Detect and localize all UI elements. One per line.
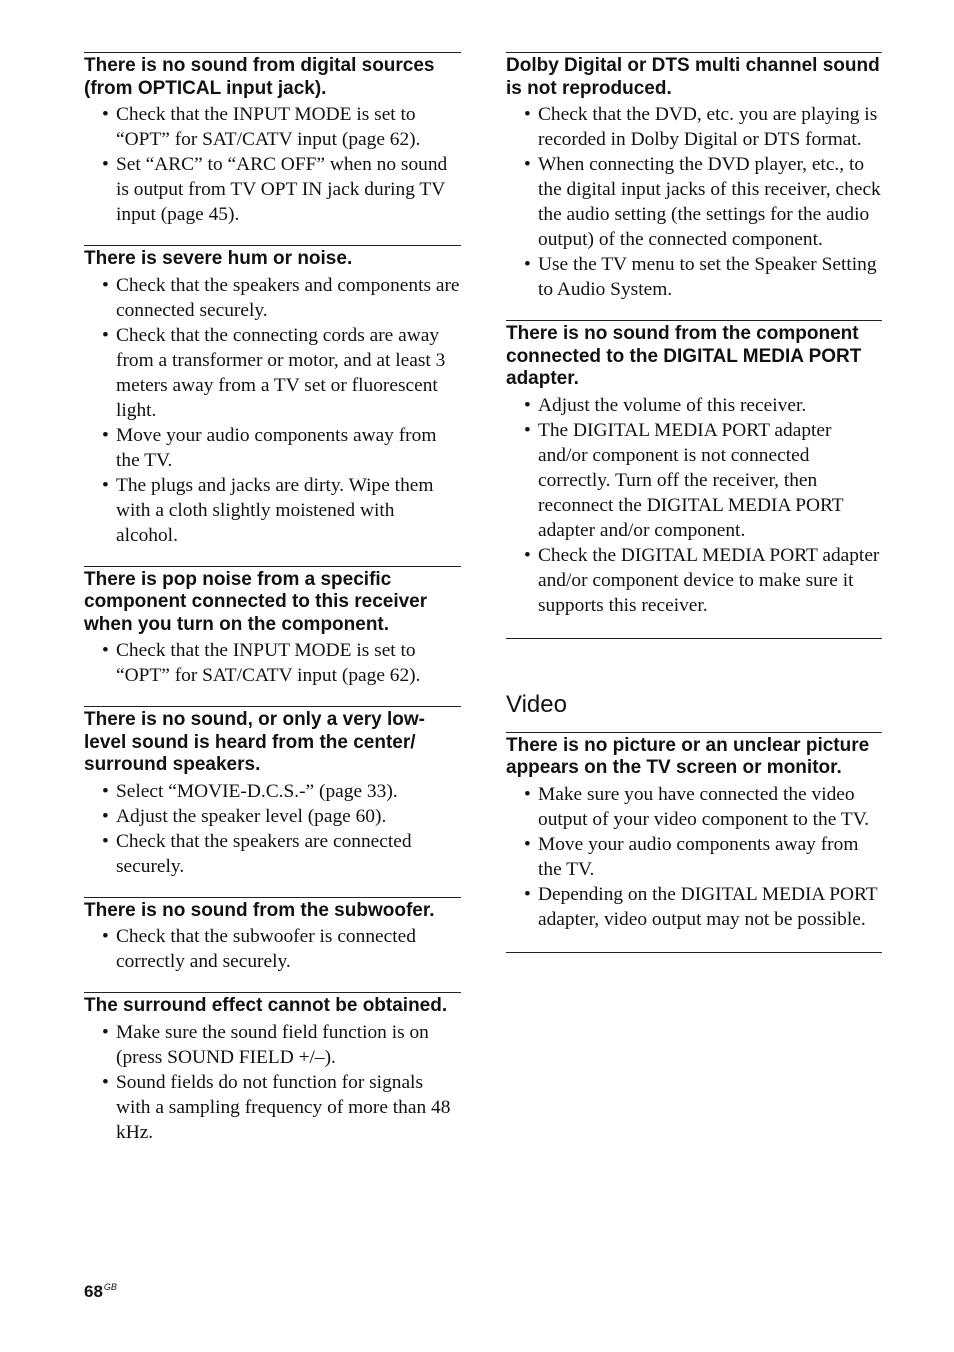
- list-item: • Move your audio components away from the TV.: [538, 832, 882, 882]
- section-title: There is no picture or an unclear picture appears on the TV screen or monitor.: [506, 734, 870, 778]
- list-item: • The DIGITAL MEDIA PORT adapter and/or component is not connected correctly. Turn off the receiver, then reconnect the DIGITAL MEDIA PORT adapter and/or component.: [538, 418, 882, 543]
- section-divider: [506, 638, 882, 639]
- section-title: There is pop noise from a specific component connected to this receiver when you turn on the component.: [84, 568, 428, 635]
- troubleshoot-section-center-surround: [84, 706, 461, 879]
- section-title: There is no sound from the component connected to the DIGITAL MEDIA PORT adapter.: [506, 323, 862, 389]
- list-item: • Use the TV menu to set the Speaker Setting to Audio System.: [538, 252, 882, 302]
- item-list: [506, 102, 882, 302]
- item-list: [84, 924, 461, 974]
- troubleshoot-section-pop-noise: [84, 566, 461, 689]
- item-list: [506, 393, 882, 618]
- item-list: [506, 782, 882, 932]
- list-item: • Check that the DVD, etc. you are playing is recorded in Dolby Digital or DTS format.: [538, 102, 882, 152]
- list-item: • The plugs and jacks are dirty. Wipe them with a cloth slightly moistened with alcohol.: [116, 473, 461, 548]
- page-number-value: 68: [84, 1282, 103, 1301]
- list-item: • Check that the INPUT MODE is set to “OPT” for SAT/CATV input (page 62).: [116, 638, 461, 688]
- list-item: • Make sure you have connected the video output of your video component to the TV.: [538, 782, 882, 832]
- video-heading: Video: [506, 690, 567, 718]
- section-title: There is no sound from digital sources (from OPTICAL input jack).: [84, 55, 435, 99]
- list-item: • Check that the speakers are connected securely.: [116, 829, 461, 879]
- troubleshoot-section-video: [506, 732, 882, 932]
- section-divider: [506, 952, 882, 953]
- item-list: [84, 1020, 461, 1145]
- list-item: • Check that the speakers and components are connected securely.: [116, 273, 461, 323]
- list-item: • Adjust the volume of this receiver.: [538, 393, 882, 418]
- troubleshoot-section-digital-media-port: [506, 320, 882, 618]
- list-item: • Check that the connecting cords are away from a transformer or motor, and at least 3 meters away from a TV set or fluorescent light.: [116, 323, 461, 423]
- list-item: • Select “MOVIE-D.C.S.-” (page 33).: [116, 779, 461, 804]
- right-column: [506, 52, 882, 953]
- troubleshoot-section-hum-noise: [84, 245, 461, 548]
- item-list: [84, 273, 461, 548]
- list-item: • Sound fields do not function for signals with a sampling frequency of more than 48 kHz.: [116, 1070, 461, 1145]
- list-item: • Check that the subwoofer is connected correctly and securely.: [116, 924, 461, 974]
- section-title: There is no sound from the subwoofer.: [84, 899, 435, 921]
- left-column: [84, 52, 461, 1163]
- section-title: There is no sound, or only a very low-level sound is heard from the center/ surround speakers.: [84, 709, 426, 775]
- troubleshoot-section-subwoofer: [84, 897, 461, 975]
- list-item: • Adjust the speaker level (page 60).: [116, 804, 461, 829]
- page-number-suffix: GB: [103, 1282, 117, 1292]
- list-item: • Make sure the sound field function is on (press SOUND FIELD +/–).: [116, 1020, 461, 1070]
- section-title: There is severe hum or noise.: [84, 248, 353, 269]
- troubleshoot-section-optical: [84, 52, 461, 227]
- troubleshoot-section-surround-effect: [84, 992, 461, 1145]
- list-item: • Check that the INPUT MODE is set to “OPT” for SAT/CATV input (page 62).: [116, 102, 461, 152]
- list-item: • When connecting the DVD player, etc., to the digital input jacks of this receiver, check the audio setting (the settings for the audio output) of the connected component.: [538, 152, 882, 252]
- list-item: • Depending on the DIGITAL MEDIA PORT adapter, video output may not be possible.: [538, 882, 882, 932]
- list-item: • Move your audio components away from the TV.: [116, 423, 461, 473]
- list-item: • Set “ARC” to “ARC OFF” when no sound is output from TV OPT IN jack during TV input (page 45).: [116, 152, 461, 227]
- section-title: The surround effect cannot be obtained.: [84, 995, 448, 1016]
- item-list: [84, 102, 461, 227]
- troubleshoot-section-dolby-dts: [506, 52, 882, 302]
- list-item: • Check the DIGITAL MEDIA PORT adapter and/or component device to make sure it supports this receiver.: [538, 543, 882, 618]
- item-list: [84, 638, 461, 688]
- section-title: Dolby Digital or DTS multi channel sound is not reproduced.: [506, 55, 880, 99]
- page-number: [84, 1282, 117, 1302]
- item-list: [84, 779, 461, 879]
